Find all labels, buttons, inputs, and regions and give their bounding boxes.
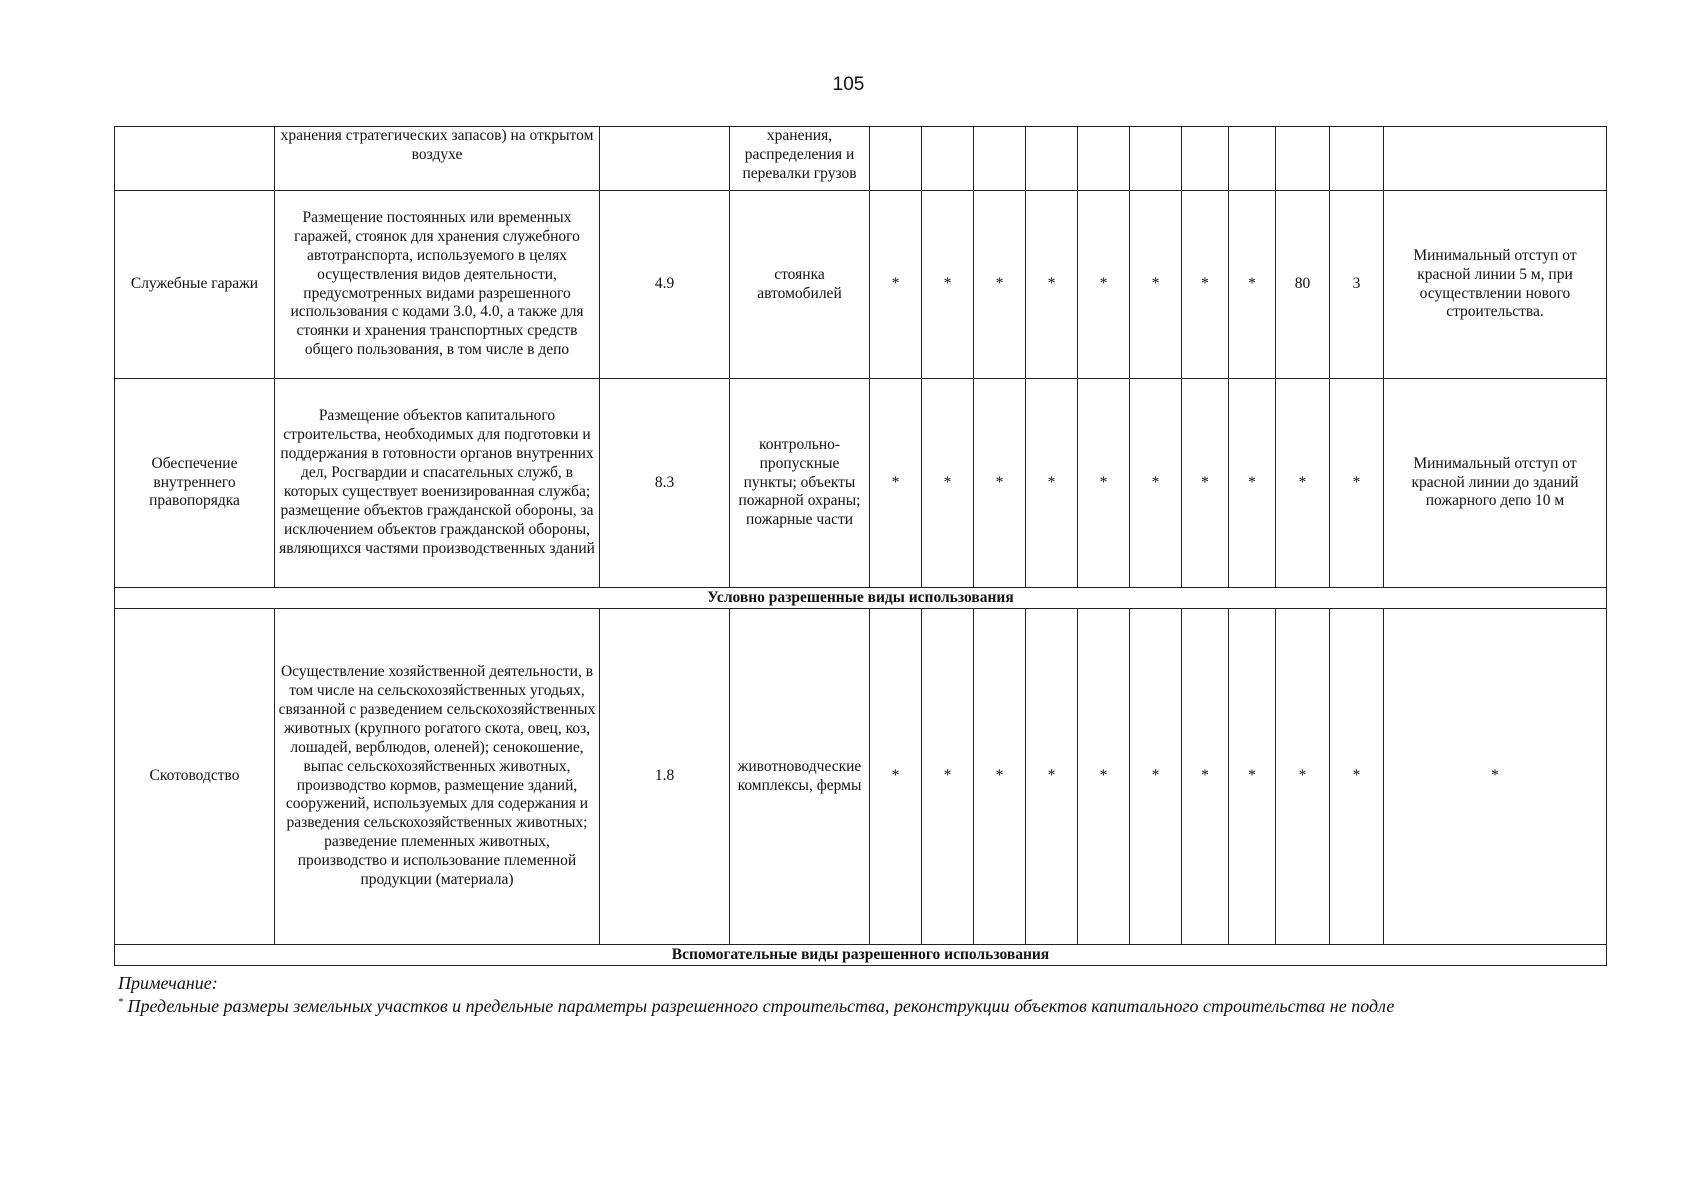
code-cell [600,127,730,191]
notes-cell: Минимальный отступ от красной линии до зданий пожарного депо 10 м [1384,379,1607,588]
footnote-line [118,995,1394,1018]
param-cell [922,127,974,191]
param-cell: * [1026,379,1078,588]
objects-cell: животноводческие комплексы, фермы [730,609,870,945]
param-cell: * [1130,609,1182,945]
param-cell: * [1182,191,1229,379]
table-row [115,127,1607,191]
param-cell: * [1026,191,1078,379]
description-cell: Осуществление хозяйственной деятельности, в том числе на сельскохозяйственных угодьях, связанной с разведением сельскохозяйственных животных (крупного рогатого скота, овец, коз, лошадей, верблюдов, оленей); сенокошение, выпас сельскохозяйственных животных, производство кормов, размещение зданий, сооружений, используемых для содержания и разведения сельскохозяйственных животных; разведение племенных животных, производство и использование племенной продукции (материала) [275,609,600,945]
section-title-auxiliary: Вспомогательные виды разрешенного использования [115,945,1607,966]
code-cell: 8.3 [600,379,730,588]
section-title-conditional: Условно разрешенные виды использования [115,588,1607,609]
param-cell: * [1229,379,1276,588]
objects-cell: контрольно-пропускные пункты; объекты пожарной охраны; пожарные части [730,379,870,588]
use-name-cell: Скотоводство [115,609,275,945]
section-header-row [115,588,1607,609]
param-cell [870,127,922,191]
footnote-text: Предельные размеры земельных участков и предельные параметры разрешенного строительства, реконструкции объектов капитального строительства не подле [127,995,1395,1016]
param-cell [1182,127,1229,191]
param-cell: * [922,191,974,379]
section-header-row [115,945,1607,966]
param-cell: * [870,379,922,588]
notes-cell: * [1384,609,1607,945]
use-name-cell: Служебные гаражи [115,191,275,379]
notes-cell: Минимальный отступ от красной линии 5 м, при осуществлении нового строительства. [1384,191,1607,379]
param-cell: * [1078,379,1130,588]
description-cell: хранения стратегических запасов) на открытом воздухе [275,127,600,191]
objects-cell: хранения, распределения и перевалки грузов [730,127,870,191]
code-cell: 4.9 [600,191,730,379]
param-cell: * [922,609,974,945]
param-cell: * [1330,379,1384,588]
param-cell: * [974,191,1026,379]
param-cell: * [974,609,1026,945]
param-cell: * [1229,191,1276,379]
param-cell [1130,127,1182,191]
param-cell [1078,127,1130,191]
param-cell: * [1078,609,1130,945]
code-cell: 1.8 [600,609,730,945]
param-cell: * [870,609,922,945]
table-row [115,609,1607,945]
param-cell: * [870,191,922,379]
param-cell [974,127,1026,191]
param-cell: 80 [1276,191,1330,379]
description-cell: Размещение объектов капитального строительства, необходимых для подготовки и поддержания в готовности органов внутренних дел, Росгвардии и спасательных служб, в которых существует военизированная служба; размещение объектов гражданской обороны, за исключением объектов гражданской обороны, являющихся частями производственных зданий [275,379,600,588]
notes-cell [1384,127,1607,191]
param-cell: * [1130,191,1182,379]
param-cell: * [1276,379,1330,588]
param-cell: * [1182,609,1229,945]
footnote [118,972,1394,1017]
param-cell: * [1130,379,1182,588]
param-cell: * [1229,609,1276,945]
table-row [115,379,1607,588]
use-name-cell [115,127,275,191]
param-cell [1330,127,1384,191]
footnote-heading: Примечание: [118,973,218,993]
param-cell: * [1182,379,1229,588]
param-cell [1229,127,1276,191]
zoning-table [114,126,1607,966]
param-cell [1026,127,1078,191]
param-cell: * [974,379,1026,588]
param-cell: * [922,379,974,588]
param-cell: 3 [1330,191,1384,379]
param-cell [1276,127,1330,191]
page-number: 105 [832,74,865,95]
description-cell: Размещение постоянных или временных гаражей, стоянок для хранения служебного автотранспорта, используемого в целях осуществления видов деятельности, предусмотренных видами разрешенного использования с кодами 3.0, 4.0, а также для стоянки и хранения транспортных средств общего пользования, в том числе в депо [275,191,600,379]
table-row [115,191,1607,379]
use-name-cell: Обеспечение внутреннего правопорядка [115,379,275,588]
param-cell: * [1078,191,1130,379]
param-cell: * [1026,609,1078,945]
objects-cell: стоянка автомобилей [730,191,870,379]
param-cell: * [1276,609,1330,945]
footnote-marker: * [118,996,123,1008]
param-cell: * [1330,609,1384,945]
